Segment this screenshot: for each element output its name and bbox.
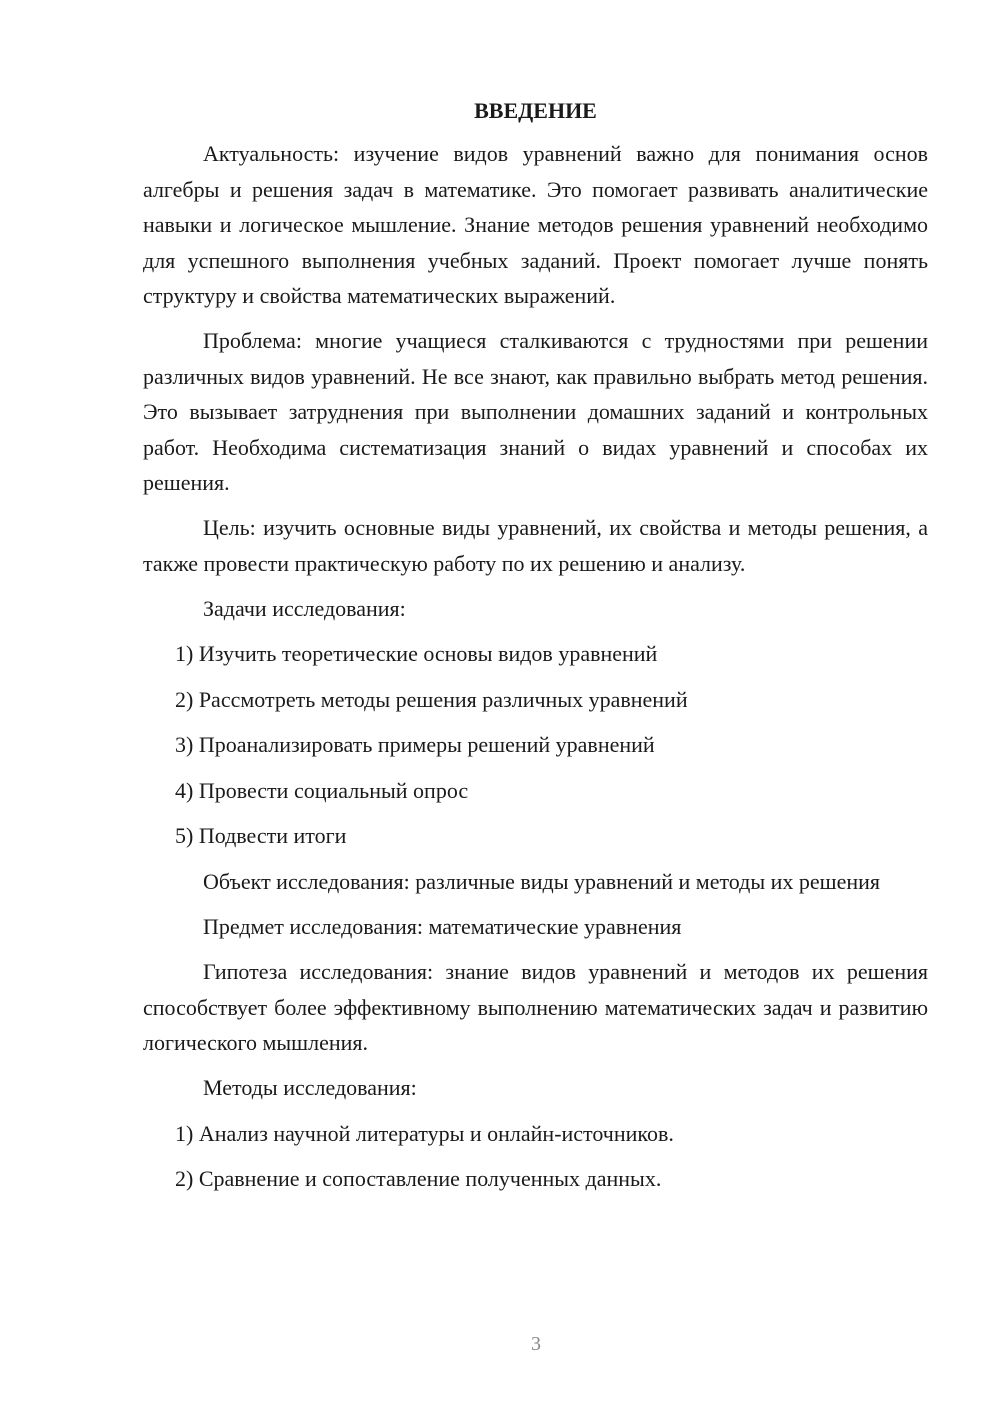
methods-title: Методы исследования: xyxy=(203,1075,417,1100)
page-number: 3 xyxy=(531,1333,541,1355)
method-item: 1) Анализ научной литературы и онлайн-источников. xyxy=(175,1120,674,1146)
relevance-paragraph: Актуальность: изучение видов уравнений важно для понимания основ алгебры и решения задач в математике. Это помогает развивать аналитические навыки и логическое мышление. Знание методов решения уравнений необходимо для успешного выполнения учебных заданий. Проект помогает лучше понять структуру и свойства математических выражений. xyxy=(143,141,928,308)
hypothesis-paragraph: Гипотеза исследования: знание видов уравнений и методов их решения способствует более эффективному выполнению математических задач и развитию логического мышления. xyxy=(143,959,928,1055)
task-item: 5) Подвести итоги xyxy=(175,823,347,848)
method-item: 2) Сравнение и сопоставление полученных данных. xyxy=(175,1166,662,1191)
goal-paragraph: Цель: изучить основные виды уравнений, их свойства и методы решения, а также провести практическую работу по их решению и анализу. xyxy=(143,515,928,576)
task-item: 3) Проанализировать примеры решений уравнений xyxy=(175,732,655,757)
task-item: 1) Изучить теоретические основы видов уравнений xyxy=(175,641,658,666)
subject-paragraph: Предмет исследования: математические уравнения xyxy=(203,913,682,939)
task-item: 4) Провести социальный опрос xyxy=(175,777,469,803)
problem-paragraph: Проблема: многие учащиеся сталкиваются с трудностями при решении различных видов уравнений. Не все знают, как правильно выбрать метод решения. Это вызывает затруднения при выполнении домашних заданий и контрольных работ. Необходима систематизация знаний о видах уравнений и способах их решения. xyxy=(143,328,928,495)
tasks-list xyxy=(143,636,928,854)
object-paragraph: Объект исследования: различные виды уравнений и методы их решения xyxy=(203,868,881,894)
section-heading: ВВЕДЕНИЕ xyxy=(474,98,597,123)
page-content xyxy=(143,96,928,1207)
task-item: 2) Рассмотреть методы решения различных уравнений xyxy=(175,686,688,712)
methods-list xyxy=(143,1116,928,1197)
tasks-title: Задачи исследования: xyxy=(203,595,406,621)
